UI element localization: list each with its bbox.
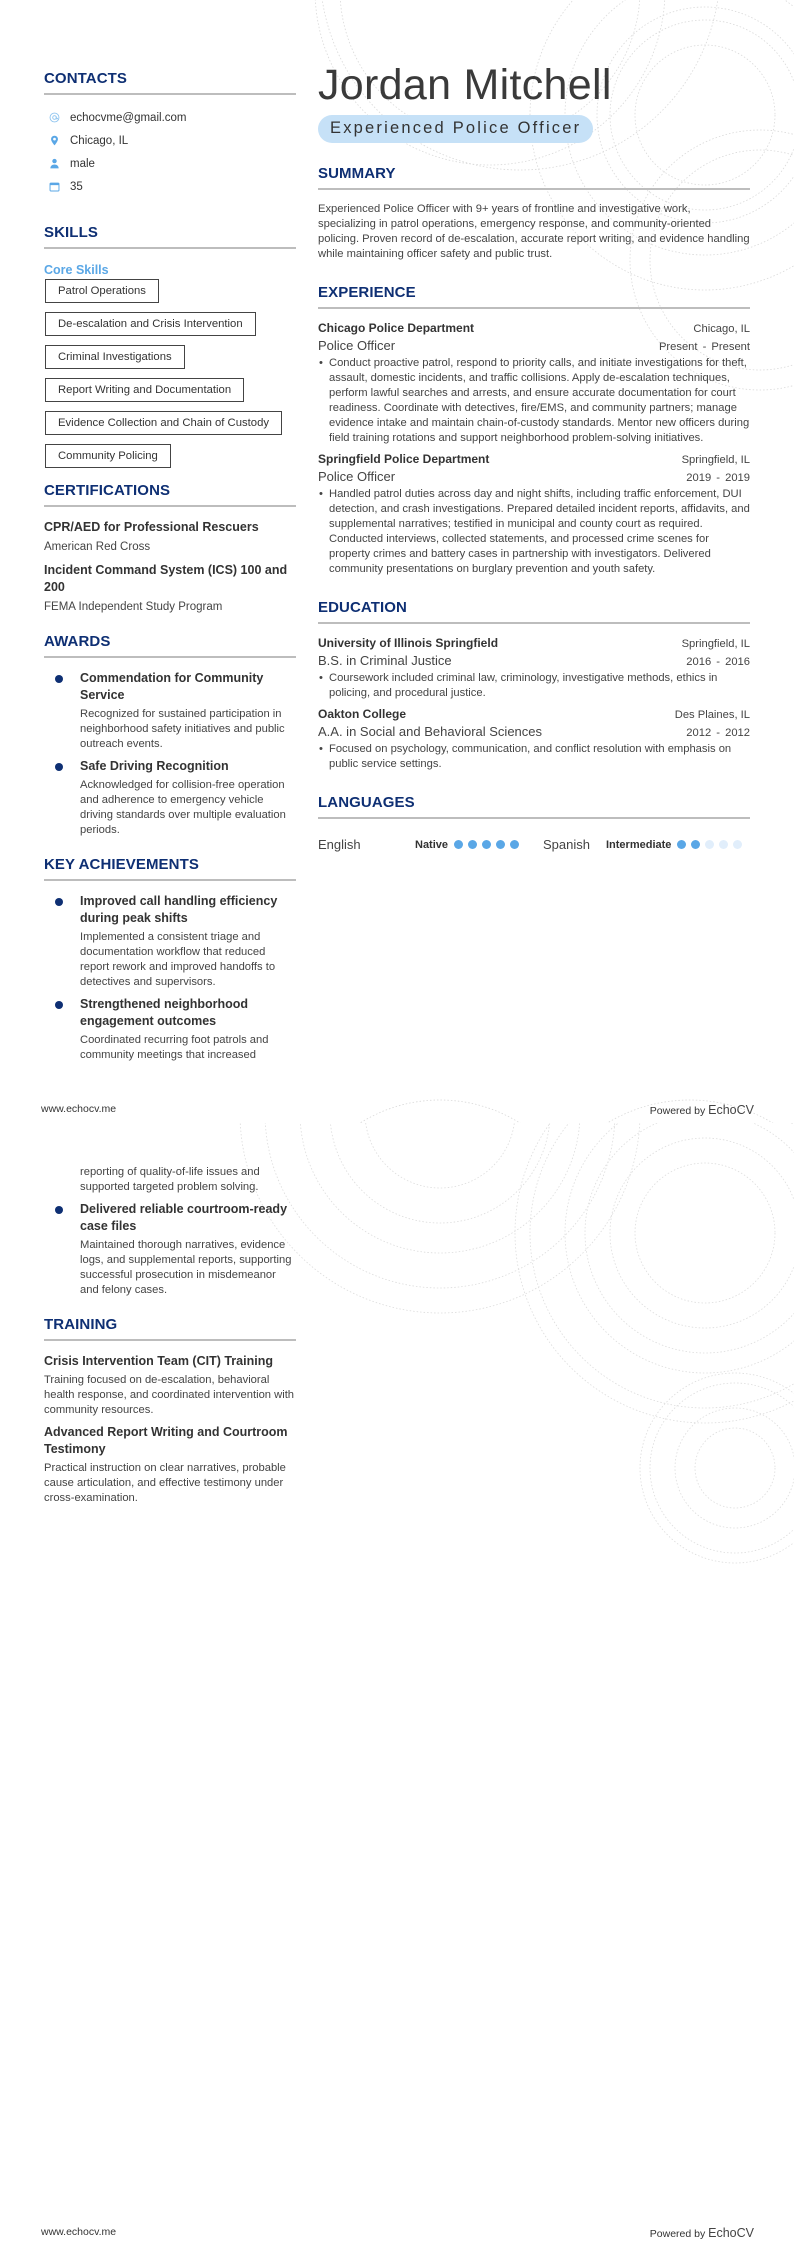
education-location: Springfield, IL (681, 638, 750, 650)
achievement-description: Maintained thorough narratives, evidence logs, and supplemental reports, supporting successful prosecution in misdemeanor and felony cases. (80, 1239, 292, 1296)
section-title-skills: SKILLS (44, 224, 98, 241)
experience-location: Springfield, IL (681, 454, 750, 466)
training-name: Crisis Intervention Team (CIT) Training (44, 1354, 273, 1368)
section-title-key-achievements: KEY ACHIEVEMENTS (44, 856, 199, 873)
skill-tag: Report Writing and Documentation (45, 378, 244, 402)
language-item (543, 837, 747, 852)
achievement-description: reporting of quality-of-life issues and supported targeted problem solving. (80, 1166, 260, 1193)
skills-subtitle: Core Skills (44, 263, 109, 277)
award-description: Recognized for sustained participation in neighborhood safety initiatives and public outreach events. (80, 708, 285, 750)
resume-page-2 (0, 1123, 794, 2246)
location-pin-icon (46, 133, 62, 149)
experience-entry (318, 452, 750, 577)
experience-org: Chicago Police Department (318, 321, 475, 335)
candidate-name: Jordan Mitchell (318, 61, 612, 109)
language-item (318, 837, 543, 852)
summary-text: Experienced Police Officer with 9+ years of frontline and investigative work, specializing in patrol operations, emergency response, and community-oriented policing. Proven record of de-escalation, accurate report writing, and evidence handling while maintaining officer safety and public trust. (318, 203, 750, 260)
section-title-certifications: CERTIFICATIONS (44, 482, 171, 499)
skill-tag: Criminal Investigations (45, 345, 185, 369)
certification-item (44, 562, 296, 615)
proficiency-dot-filled-icon (677, 840, 686, 849)
section-divider (44, 656, 296, 658)
certifications-section (44, 482, 296, 615)
languages-section (318, 794, 750, 852)
proficiency-dot-filled-icon (482, 840, 491, 849)
footer-brand: EchoCV (708, 1103, 754, 1117)
proficiency-dot-empty-icon (719, 840, 728, 849)
award-title: Safe Driving Recognition (80, 759, 229, 773)
certification-issuer: FEMA Independent Study Program (44, 601, 223, 613)
contact-location (44, 129, 296, 152)
achievement-item (44, 893, 296, 990)
footer-website-link[interactable]: www.echocv.me (41, 2226, 117, 2238)
experience-role: Police Officer (318, 338, 396, 353)
experience-description: • Handled patrol duties across day and night shifts, including traffic enforcement, DUI detection, and crash investigations. Prepared detailed incident reports, affidavits, and supplemental narratives; testified in municipal and county court as required. Conducted interviews, collected statements, and processed crime scenes for property crimes and battery cases in partnership with investigators. Delivered community presentations on burglary prevention and youth safety. (318, 487, 750, 577)
experience-dates: Present - Present (658, 341, 750, 353)
experience-role: Police Officer (318, 469, 396, 484)
contacts-section (44, 70, 296, 198)
certification-issuer: American Red Cross (44, 541, 151, 553)
language-level: Native (415, 838, 449, 851)
training-item (44, 1424, 296, 1506)
experience-description: • Conduct proactive patrol, respond to priority calls, and initiate investigations for theft, assault, domestic incidents, and traffic collisions. Apply de-escalation techniques, perform lawful searches and arrests, and ensure accurate documentation for court readiness. Coordinate with detectives, fire/EMS, and community partners; manage evidence intake and maintain chain-of-custody standards. Mentor new officers during field training rotations and support neighborhood problem-solving initiatives. (318, 356, 750, 446)
education-school: University of Illinois Springfield (318, 636, 499, 650)
section-divider (44, 505, 296, 507)
left-column (44, 70, 296, 1069)
achievement-title: Strengthened neighborhood engagement outcomes (80, 997, 249, 1028)
education-degree: A.A. in Social and Behavioral Sciences (318, 724, 543, 739)
left-column (44, 1165, 296, 1506)
bullet-dot-icon (55, 898, 63, 906)
education-school: Oakton College (318, 707, 407, 721)
contact-email[interactable] (44, 106, 296, 129)
certification-name: CPR/AED for Professional Rescuers (44, 520, 259, 534)
skill-tag: Patrol Operations (45, 279, 159, 303)
language-level: Intermediate (605, 838, 672, 851)
powered-by-label: Powered by (649, 1105, 706, 1117)
section-title-languages: LANGUAGES (318, 794, 415, 811)
footer-powered-by[interactable] (650, 2226, 754, 2240)
experience-section (318, 284, 750, 577)
achievement-title: Improved call handling efficiency during peak shifts (80, 894, 278, 925)
proficiency-dot-empty-icon (705, 840, 714, 849)
education-section (318, 599, 750, 772)
footer-brand: EchoCV (708, 2226, 754, 2240)
contact-email-value: echocvme@gmail.com (70, 111, 187, 124)
achievement-title: Delivered reliable courtroom-ready case files (80, 1202, 288, 1233)
language-name: English (318, 837, 361, 852)
skill-tag: Community Policing (45, 444, 171, 468)
experience-entry (318, 321, 750, 446)
section-divider (318, 188, 750, 190)
achievement-description: Coordinated recurring foot patrols and community meetings that increased (80, 1034, 269, 1061)
achievement-item (44, 1201, 296, 1298)
section-divider (44, 93, 296, 95)
education-description: • Coursework included criminal law, criminology, investigative methods, ethics in policing, and procedural justice. (318, 671, 750, 701)
award-item (44, 670, 296, 752)
language-proficiency-dots (677, 837, 747, 852)
training-section (44, 1316, 296, 1506)
footer-website-link[interactable]: www.echocv.me (41, 1103, 117, 1115)
awards-section (44, 633, 296, 838)
header (318, 61, 750, 143)
right-column (318, 61, 750, 852)
education-location: Des Plaines, IL (674, 709, 750, 721)
proficiency-dot-filled-icon (468, 840, 477, 849)
certification-name: Incident Command System (ICS) 100 and 200 (44, 563, 288, 594)
section-title-summary: SUMMARY (318, 165, 396, 182)
key-achievements-section (44, 856, 296, 1063)
bullet-dot-icon (55, 1001, 63, 1009)
experience-dates: 2019 - 2019 (686, 472, 750, 484)
contact-gender-value: male (70, 157, 95, 170)
footer-powered-by[interactable] (650, 1103, 754, 1117)
education-dates: 2016 - 2016 (686, 656, 750, 668)
section-title-experience: EXPERIENCE (318, 284, 416, 301)
proficiency-dot-filled-icon (454, 840, 463, 849)
achievement-description: Implemented a consistent triage and documentation workflow that reduced report rework and improved handoffs to detectives and supervisors. (80, 931, 276, 988)
achievement-item (44, 996, 296, 1063)
section-divider (318, 307, 750, 309)
section-divider (318, 817, 750, 819)
award-description: Acknowledged for collision-free operation and adherence to emergency vehicle driving standards over multiple evaluation periods. (80, 779, 286, 836)
section-title-education: EDUCATION (318, 599, 407, 616)
training-description: Practical instruction on clear narratives, probable cause articulation, and effective testimony under cross-examination. (44, 1462, 286, 1504)
education-entry (318, 707, 750, 772)
job-title-badge: Experienced Police Officer (318, 115, 593, 143)
contact-age-value: 35 (70, 180, 83, 193)
certification-item (44, 519, 296, 555)
section-divider (44, 1339, 296, 1341)
bullet-dot-icon (55, 1206, 63, 1214)
person-icon (46, 156, 62, 172)
education-entry (318, 636, 750, 701)
skill-tag: De-escalation and Crisis Intervention (45, 312, 256, 336)
proficiency-dot-empty-icon (733, 840, 742, 849)
contact-location-value: Chicago, IL (70, 134, 129, 147)
proficiency-dot-filled-icon (510, 840, 519, 849)
award-item (44, 758, 296, 838)
powered-by-label: Powered by (649, 2228, 706, 2240)
section-divider (44, 879, 296, 881)
experience-org: Springfield Police Department (318, 452, 490, 466)
education-degree: B.S. in Criminal Justice (318, 653, 452, 668)
training-item (44, 1353, 296, 1418)
calendar-icon (46, 179, 62, 195)
contact-age (44, 175, 296, 198)
section-title-awards: AWARDS (44, 633, 111, 650)
bullet-dot-icon (55, 763, 63, 771)
education-description: • Focused on psychology, communication, and conflict resolution with emphasis on public service settings. (318, 742, 750, 772)
section-divider (318, 622, 750, 624)
section-title-training: TRAINING (44, 1316, 118, 1333)
at-icon (46, 110, 62, 126)
award-title: Commendation for Community Service (80, 671, 264, 702)
language-name: Spanish (543, 837, 590, 852)
skills-section (44, 224, 296, 468)
section-title-contacts: CONTACTS (44, 70, 128, 87)
training-name: Advanced Report Writing and Courtroom Testimony (44, 1425, 288, 1456)
education-dates: 2012 - 2012 (686, 727, 750, 739)
skill-tag: Evidence Collection and Chain of Custody (45, 411, 282, 435)
training-description: Training focused on de-escalation, behavioral health response, and coordinated intervention with community resources. (44, 1374, 295, 1416)
contact-gender (44, 152, 296, 175)
summary-section (318, 165, 750, 262)
proficiency-dot-filled-icon (496, 840, 505, 849)
proficiency-dot-filled-icon (691, 840, 700, 849)
section-divider (44, 247, 296, 249)
language-proficiency-dots (454, 837, 524, 852)
experience-location: Chicago, IL (693, 323, 750, 335)
achievement-item-continued (44, 1165, 296, 1195)
bullet-dot-icon (55, 675, 63, 683)
